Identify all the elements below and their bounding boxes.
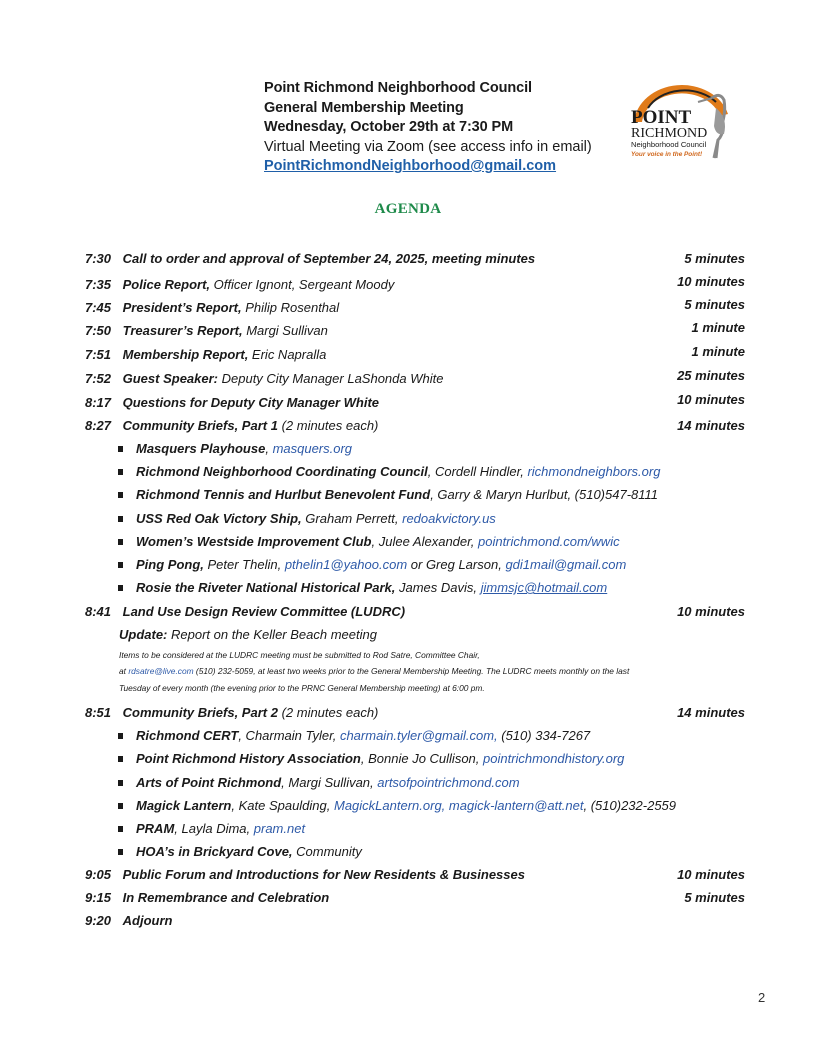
note-text: at bbox=[119, 666, 129, 676]
org-name: Point Richmond Neighborhood Council bbox=[264, 80, 532, 96]
item-duration: 1 minute bbox=[691, 344, 745, 359]
brief-link[interactable]: gdi1mail@gmail.com bbox=[505, 557, 627, 572]
item-time: 8:41 bbox=[85, 604, 112, 619]
agenda-item bbox=[85, 251, 745, 267]
agenda-item bbox=[85, 867, 745, 883]
agenda-item bbox=[85, 890, 745, 906]
bullet-square-icon bbox=[118, 446, 123, 452]
item-time: 8:51 bbox=[85, 705, 112, 720]
update-text: Report on the Keller Beach meeting bbox=[167, 627, 377, 642]
item-detail: Philip Rosenthal bbox=[241, 300, 340, 315]
brief-item bbox=[118, 557, 626, 573]
brief-link[interactable]: pram.net bbox=[253, 821, 306, 836]
agenda-item bbox=[85, 344, 745, 363]
item-title: Community Briefs, Part 2 bbox=[122, 705, 278, 720]
note-text: (510) 232-5059, at least two weeks prior to the General Membership Meeting. The LUDRC meets monthly on the last bbox=[193, 666, 630, 676]
ludrc-update bbox=[119, 627, 377, 642]
page-number: 2 bbox=[758, 990, 766, 1005]
brief-org: Richmond CERT bbox=[136, 728, 239, 743]
bullet-square-icon bbox=[118, 562, 123, 568]
item-title: Treasurer’s Report, bbox=[122, 323, 243, 338]
brief-org: Arts of Point Richmond bbox=[136, 775, 282, 790]
brief-org: Women’s Westside Improvement Club bbox=[136, 534, 372, 549]
brief-org: Ping Pong, bbox=[136, 557, 204, 572]
agenda-item bbox=[85, 274, 745, 293]
item-detail: Eric Napralla bbox=[248, 347, 327, 362]
brief-item bbox=[118, 844, 362, 860]
contact-email-link[interactable]: PointRichmondNeighborhood@gmail.com bbox=[264, 158, 557, 174]
brief-item bbox=[118, 751, 624, 767]
prnc-logo bbox=[628, 78, 736, 164]
brief-link[interactable]: MagickLantern.org, bbox=[334, 798, 449, 813]
item-detail: (2 minutes each) bbox=[277, 418, 379, 433]
brief-org: Masquers Playhouse bbox=[136, 441, 266, 456]
item-duration: 10 minutes bbox=[677, 392, 745, 407]
item-title: In Remembrance and Celebration bbox=[122, 890, 330, 905]
agenda-item bbox=[85, 368, 745, 387]
item-time: 7:30 bbox=[85, 251, 112, 266]
brief-link[interactable]: pointrichmondhistory.org bbox=[483, 751, 625, 766]
brief-link[interactable]: charmain.tyler@gmail.com, bbox=[339, 728, 498, 743]
brief-text: , Julee Alexander, bbox=[371, 534, 478, 549]
brief-item bbox=[118, 798, 676, 814]
svg-text:POINT: POINT bbox=[631, 107, 692, 128]
brief-item bbox=[118, 511, 496, 527]
item-time: 9:15 bbox=[85, 890, 112, 905]
brief-text: , Bonnie Jo Cullison, bbox=[360, 751, 483, 766]
item-time: 7:45 bbox=[85, 300, 112, 315]
brief-link[interactable]: richmondneighbors.org bbox=[527, 464, 661, 479]
item-duration: 10 minutes bbox=[677, 867, 745, 882]
brief-link[interactable]: redoakvictory.us bbox=[402, 511, 496, 526]
brief-text: James Davis, bbox=[395, 580, 481, 595]
bullet-square-icon bbox=[118, 803, 123, 809]
brief-item bbox=[118, 728, 590, 744]
item-duration: 14 minutes bbox=[677, 418, 745, 433]
ludrc-note-line2 bbox=[119, 666, 629, 676]
brief-org: Rosie the Riveter National Historical Park, bbox=[136, 580, 396, 595]
brief-org: Richmond Neighborhood Coordinating Council bbox=[136, 464, 428, 479]
brief-text: or Greg Larson, bbox=[407, 557, 506, 572]
item-time: 7:52 bbox=[85, 371, 112, 386]
item-detail: (2 minutes each) bbox=[277, 705, 379, 720]
agenda-item bbox=[85, 418, 745, 434]
brief-org: Richmond Tennis and Hurlbut Benevolent Fund bbox=[136, 487, 431, 502]
brief-org: Point Richmond History Association bbox=[136, 751, 361, 766]
brief-org: PRAM bbox=[136, 821, 175, 836]
brief-item bbox=[118, 821, 305, 837]
brief-item bbox=[118, 487, 658, 503]
svg-text:Neighborhood Council: Neighborhood Council bbox=[631, 140, 707, 149]
agenda-item bbox=[85, 392, 745, 411]
meeting-name: General Membership Meeting bbox=[264, 99, 464, 116]
brief-text: , (510)232-2559 bbox=[583, 798, 677, 813]
agenda-item bbox=[85, 604, 745, 620]
item-duration: 10 minutes bbox=[677, 604, 745, 619]
item-time: 8:17 bbox=[85, 395, 112, 410]
item-duration: 25 minutes bbox=[677, 368, 745, 383]
item-duration: 5 minutes bbox=[684, 251, 745, 266]
agenda-item bbox=[85, 705, 745, 721]
brief-link[interactable]: jimmsjc@hotmail.com bbox=[480, 580, 608, 595]
item-title: Questions for Deputy City Manager White bbox=[122, 395, 380, 410]
brief-text: , Cordell Hindler, bbox=[427, 464, 528, 479]
brief-item bbox=[118, 580, 607, 596]
item-title: Police Report, bbox=[122, 277, 211, 292]
bullet-square-icon bbox=[118, 539, 123, 545]
item-duration: 14 minutes bbox=[677, 705, 745, 720]
brief-link[interactable]: pointrichmond.com/wwic bbox=[477, 534, 620, 549]
item-title: Land Use Design Review Committee (LUDRC) bbox=[122, 604, 406, 619]
brief-item bbox=[118, 775, 520, 791]
bullet-square-icon bbox=[118, 780, 123, 786]
bullet-square-icon bbox=[118, 492, 123, 498]
svg-text:RICHMOND: RICHMOND bbox=[631, 126, 708, 141]
item-title: Public Forum and Introductions for New Residents & Businesses bbox=[122, 867, 525, 882]
bullet-square-icon bbox=[118, 756, 123, 762]
brief-org: Magick Lantern bbox=[136, 798, 232, 813]
brief-text: , Garry & Maryn Hurlbut, (510)547-8111 bbox=[430, 487, 659, 502]
brief-org: USS Red Oak Victory Ship, bbox=[136, 511, 302, 526]
brief-link[interactable]: magick-lantern@att.net bbox=[448, 798, 584, 813]
item-title: Adjourn bbox=[122, 913, 173, 928]
brief-text: , Kate Spaulding, bbox=[231, 798, 334, 813]
item-time: 7:35 bbox=[85, 277, 112, 292]
meeting-venue: Virtual Meeting via Zoom (see access info in email) bbox=[264, 138, 592, 155]
item-title: Guest Speaker: bbox=[122, 371, 218, 386]
brief-link[interactable]: pthelin1@yahoo.com bbox=[284, 557, 408, 572]
brief-item bbox=[118, 534, 620, 550]
brief-text: Graham Perrett, bbox=[301, 511, 403, 526]
item-title: Call to order and approval of September 24, 2025, meeting minutes bbox=[122, 251, 536, 266]
agenda-heading: AGENDA bbox=[374, 201, 442, 217]
item-duration: 1 minute bbox=[691, 320, 745, 335]
bullet-square-icon bbox=[118, 585, 123, 591]
ludrc-email-link[interactable]: rdsatre@live.com bbox=[128, 666, 194, 676]
item-time: 9:05 bbox=[85, 867, 112, 882]
brief-text: Community bbox=[292, 844, 362, 859]
item-title: President’s Report, bbox=[122, 300, 242, 315]
item-duration: 5 minutes bbox=[684, 890, 745, 905]
item-title: Membership Report, bbox=[122, 347, 249, 362]
brief-link[interactable]: artsofpointrichmond.com bbox=[377, 775, 520, 790]
item-detail: Deputy City Manager LaShonda White bbox=[218, 371, 444, 386]
svg-text:Your voice in the Point!: Your voice in the Point! bbox=[631, 151, 703, 158]
item-time: 8:27 bbox=[85, 418, 112, 433]
ludrc-note-line3: Tuesday of every month (the evening prior to the PRNC General Membership meeting) at 6:00 pm. bbox=[119, 683, 485, 693]
brief-text: , bbox=[265, 441, 273, 456]
bullet-square-icon bbox=[118, 826, 123, 832]
item-duration: 5 minutes bbox=[684, 297, 745, 312]
brief-item bbox=[118, 441, 352, 457]
brief-text: , Margi Sullivan, bbox=[281, 775, 378, 790]
brief-text: (510) 334-7267 bbox=[497, 728, 591, 743]
item-detail: Officer Ignont, Sergeant Moody bbox=[210, 277, 395, 292]
heron-arc-icon bbox=[628, 78, 736, 164]
bullet-square-icon bbox=[118, 469, 123, 475]
item-time: 7:50 bbox=[85, 323, 112, 338]
brief-text: , Charmain Tyler, bbox=[238, 728, 340, 743]
bullet-square-icon bbox=[118, 849, 123, 855]
meeting-date: Wednesday, October 29th at 7:30 PM bbox=[264, 119, 514, 135]
brief-text: Peter Thelin, bbox=[203, 557, 285, 572]
agenda-item bbox=[85, 913, 745, 929]
item-title: Community Briefs, Part 1 bbox=[122, 418, 278, 433]
bullet-square-icon bbox=[118, 516, 123, 522]
brief-item bbox=[118, 464, 660, 480]
item-time: 9:20 bbox=[85, 913, 112, 928]
meeting-header bbox=[264, 79, 592, 177]
brief-link[interactable]: masquers.org bbox=[272, 441, 353, 456]
item-time: 7:51 bbox=[85, 347, 112, 362]
agenda-item bbox=[85, 320, 745, 339]
brief-text: , Layla Dima, bbox=[174, 821, 254, 836]
item-detail: Margi Sullivan bbox=[242, 323, 328, 338]
item-duration: 10 minutes bbox=[677, 274, 745, 289]
ludrc-note-line1: Items to be considered at the LUDRC meeting must be submitted to Rod Satre, Committee Chair, bbox=[119, 650, 480, 660]
agenda-item bbox=[85, 297, 745, 316]
bullet-square-icon bbox=[118, 733, 123, 739]
update-label: Update: bbox=[119, 627, 168, 642]
brief-org: HOA’s in Brickyard Cove, bbox=[136, 844, 293, 859]
